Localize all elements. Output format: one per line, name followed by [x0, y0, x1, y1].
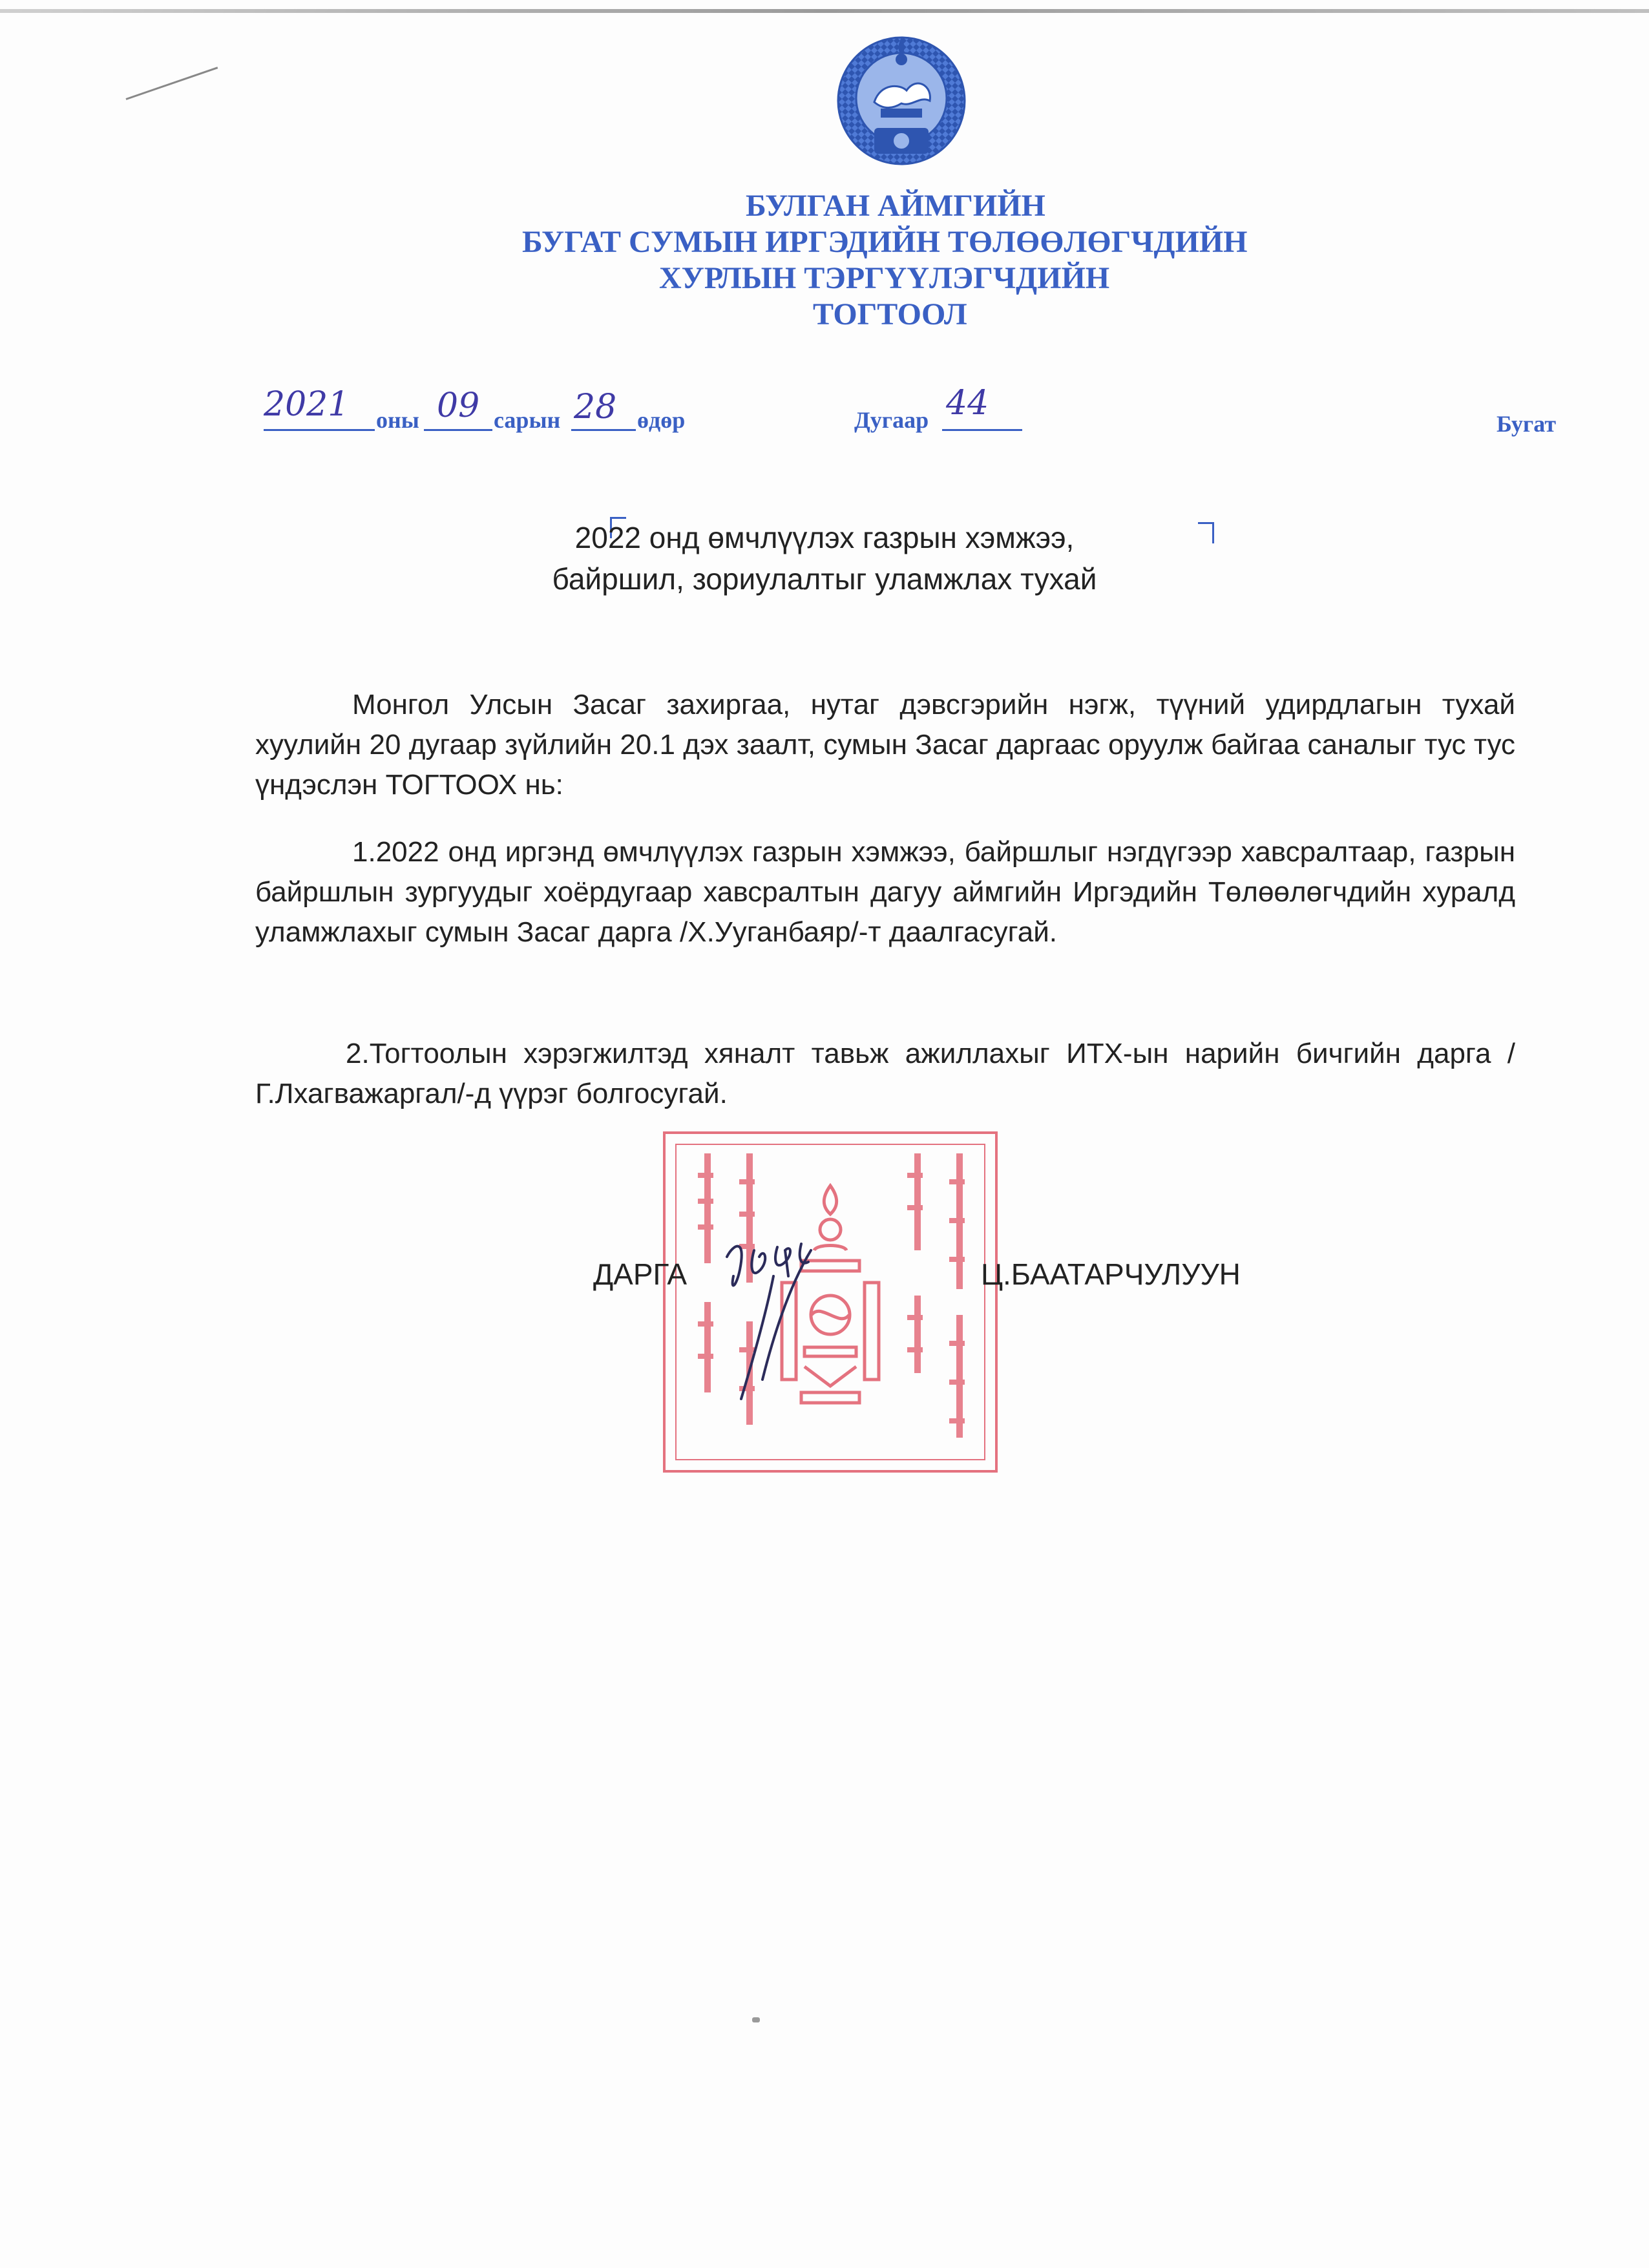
- handwritten-day: 28: [574, 388, 617, 426]
- signatory-title: ДАРГА: [593, 1257, 688, 1291]
- day-suffix: өдөр: [637, 407, 686, 433]
- handwritten-year: 2021: [264, 385, 350, 424]
- paragraph-item-1-text: 1.2022 онд иргэнд өмчлүүлэх газрын хэмжээ, байршлыг нэгдүгээр хавсралтаар, газрын байршлын зургуудыг хоёрдугаар хавсралтын дагуу аймгийн Иргэдийн Төлөөлөгчдийн хуралд уламжлахыг сумын Засаг дарга /Х.Ууганбаяр/-т даалгасугай.: [255, 836, 1515, 948]
- header-line-council: БУГАТ СУМЫН ИРГЭДИЙН ТӨЛӨӨЛӨГЧДИЙН: [522, 225, 1248, 259]
- number-underline: [942, 429, 1022, 431]
- place-name: Бугат: [1497, 411, 1557, 437]
- page-top-edge: [0, 9, 1649, 13]
- number-label: Дугаар: [854, 407, 929, 433]
- signatory-name: Ц.БААТАРЧУЛУУН: [981, 1257, 1241, 1291]
- handwritten-signature: [714, 1231, 837, 1405]
- subject-line-1: 2022 онд өмчлүүлэх газрын хэмжээ,: [574, 521, 1075, 554]
- paragraph-item-1: [255, 832, 1515, 952]
- year-underline: [264, 429, 375, 431]
- paragraph-preamble-text: Монгол Улсын Засаг захиргаа, нутаг дэвсгэрийн нэгж, түүний удирдлагын тухай хуулийн 20 дугаар зүйлийн 20.1 дэх заалт, сумын Засаг даргаас оруулж байгаа саналыг тус тус үндэслэн ТОГТООХ нь:: [255, 689, 1515, 801]
- paragraph-preamble: [255, 685, 1515, 805]
- pen-mark: [126, 67, 218, 100]
- handwritten-number: 44: [946, 384, 989, 423]
- month-suffix: сарын: [494, 407, 561, 433]
- paragraph-item-2: [255, 1034, 1515, 1114]
- month-underline: [424, 429, 492, 431]
- paragraph-item-2-text: 2.Тогтоолын хэрэгжилтэд хяналт тавьж ажиллахыг ИТХ-ын нарийн бичгийн дарга /Г.Лхагважаргал/-д үүрэг болгосугай.: [255, 1038, 1515, 1109]
- year-suffix: оны: [376, 407, 419, 433]
- document-type-title: ТОГТООЛ: [813, 297, 967, 331]
- subject-line-2: байршил, зориулалтыг уламжлах тухай: [552, 562, 1097, 596]
- header-line-aimag: БУЛГАН АЙМГИЙН: [746, 189, 1045, 223]
- mongolia-state-emblem-icon: [835, 31, 967, 169]
- header-line-presidium: ХУРЛЫН ТЭРГҮҮЛЭГЧДИЙН: [659, 261, 1110, 295]
- day-underline: [571, 429, 636, 431]
- scan-speck: [752, 2017, 760, 2022]
- handwritten-month: 09: [437, 386, 480, 425]
